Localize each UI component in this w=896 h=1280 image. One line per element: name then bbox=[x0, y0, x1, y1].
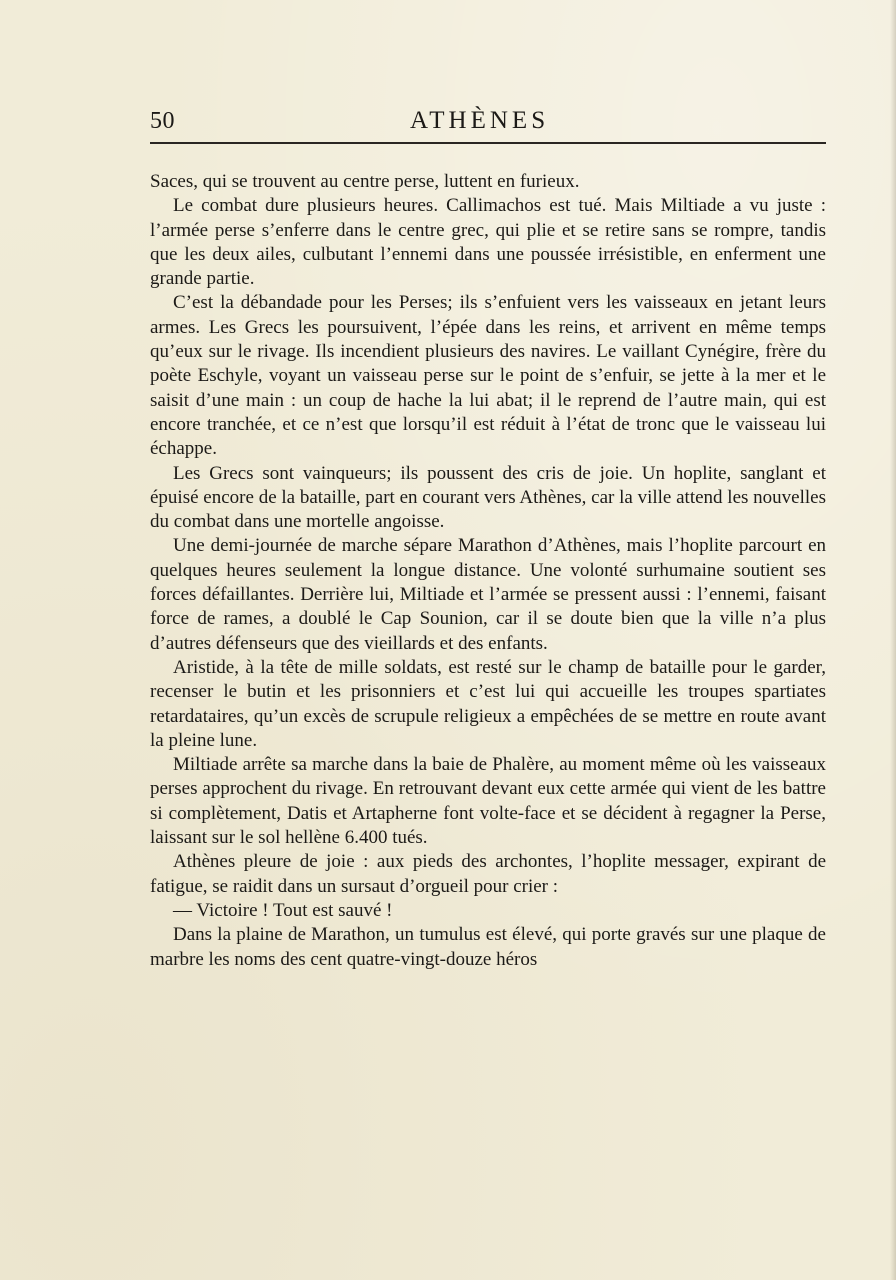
body-text bbox=[150, 170, 826, 972]
paragraph-continued: Saces, qui se trouvent au centre perse, luttent en furieux. bbox=[150, 171, 580, 192]
paragraph: Athènes pleure de joie : aux pieds des archontes, l’hoplite messager, expirant de fatigue, se raidit dans un sursaut d’orgueil pour crier : bbox=[150, 851, 826, 897]
paragraph: Dans la plaine de Marathon, un tumulus est élevé, qui porte gravés sur une plaque de marbre les noms des cent quatre-vingt-douze héros bbox=[150, 924, 826, 970]
page-number: 50 bbox=[150, 108, 175, 134]
paragraph: Aristide, à la tête de mille soldats, est resté sur le champ de bataille pour le garder, recenser le butin et les prisonniers et c’est lui qui accueille les troupes spartiates retardataires, qu’un excès de scrupule religieux a empêchées de se mettre en route avant la pleine lune. bbox=[150, 656, 826, 751]
page-header bbox=[150, 104, 826, 146]
page-edge-shadow bbox=[890, 0, 896, 1280]
running-title: ATHÈNES bbox=[410, 107, 550, 134]
paragraph: Le combat dure plusieurs heures. Callimachos est tué. Mais Miltiade a vu juste : l’armée perse s’enferre dans le centre grec, qui plie et se retire sans se rompre, tandis que les deux ailes, culbutant l’ennemi dans une poussée irrésistible, en enferment une grande partie. bbox=[150, 195, 826, 290]
dialogue-line: — Victoire ! Tout est sauvé ! bbox=[173, 899, 393, 921]
paragraph: Les Grecs sont vainqueurs; ils poussent des cris de joie. Un hoplite, sanglant et épuisé encore de la bataille, part en courant vers Athènes, car la ville attend les nouvelles du combat dans une mortelle angoisse. bbox=[150, 462, 826, 533]
paragraph: Une demi-journée de marche sépare Marathon d’Athènes, mais l’hoplite parcourt en quelques heures seulement la longue distance. Une volonté surhumaine soutient ses forces défaillantes. Derrière lui, Miltiade et l’armée se pressent aussi : l’ennemi, faisant force de rames, a doublé le Cap Sounion, car il se doute bien que la ville n’a plus d’autres défenseurs que des vieillards et des enfants. bbox=[150, 535, 826, 654]
paragraph: Miltiade arrête sa marche dans la baie de Phalère, au moment même où les vaisseaux perses approchent du rivage. En retrouvant devant eux cette armée qui vient de les battre si complètement, Datis et Artapherne font volte-face et se décident à regagner la Perse, laissant sur le sol hellène 6.400 tués. bbox=[150, 754, 826, 849]
header-rule bbox=[150, 142, 826, 144]
paragraph: C’est la débandade pour les Perses; ils s’enfuient vers les vaisseaux en jetant leurs armes. Les Grecs les poursuivent, l’épée dans les reins, et arrivent en même temps qu’eux sur le rivage. Ils incendient plusieurs des navires. Le vaillant Cynégire, frère du poète Eschyle, voyant un vaisseau perse sur le point de s’enfuir, se jette à la mer et le saisit d’une main : un coup de hache la lui abat; il le reprend de l’autre main, qui est encore tranchée, et ce n’est que lorsqu’il est réduit à l’état de tronc que le vaisseau lui échappe. bbox=[150, 292, 826, 460]
